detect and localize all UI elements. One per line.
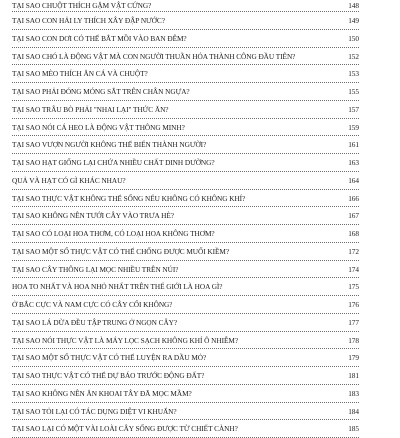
toc-entry-page-number: 184: [348, 406, 359, 416]
toc-entry-title: TẠI SAO KHÔNG NÊN ĂN KHOAI TÂY ĐÃ MỌC MẦM?: [12, 388, 192, 398]
toc-entry-page-number: 179: [348, 353, 359, 363]
toc-entry-page-number: 178: [348, 335, 359, 345]
toc-entry[interactable]: [12, 172, 359, 190]
toc-entry-page-number: 164: [348, 175, 359, 185]
toc-entry-title: TẠI SAO THỰC VẬT KHÔNG THỂ SỐNG NẾU KHÔNG CÓ KHÔNG KHÍ?: [12, 193, 246, 203]
toc-entry-page-number: 163: [348, 158, 359, 167]
toc-entry-title: TẠI SAO NÓI THỰC VẬT LÀ MÁY LỌC SẠCH KHÔNG KHÍ Ô NHIỄM?: [12, 335, 239, 345]
toc-entry-title: TẠI SAO PHẢI ĐÓNG MÓNG SẮT TRÊN CHÂN NGỰA?: [12, 87, 190, 96]
toc-entry-page-number: 157: [348, 104, 359, 114]
toc-entry[interactable]: [12, 65, 359, 83]
toc-entry-title: TẠI SAO CON DƠI CÓ THỂ BẮT MỒI VÀO BAN ĐÊM?: [12, 33, 187, 43]
toc-entry-page-number: 183: [348, 388, 359, 398]
toc-entry[interactable]: [12, 349, 359, 367]
toc-entry-title: TẠI SAO TRÂU BÒ PHẢI "NHAI LẠI" THỨC ĂN?: [12, 104, 169, 114]
toc-entry[interactable]: [12, 190, 359, 208]
toc-entry[interactable]: [12, 278, 359, 296]
toc-entry-page-number: 155: [348, 87, 359, 96]
toc-entry-title: TẠI SAO MỘT SỐ THỰC VẬT CÓ THỂ CHỐNG ĐƯỢC MUỐI KIỀM?: [12, 246, 230, 256]
toc-entry-title: TẠI SAO MÈO THÍCH ĂN CÁ VÀ CHUỘT?: [12, 69, 148, 79]
toc-entry-title: Ở BẮC CỰC VÀ NAM CỰC CÓ CÂY CỐI KHÔNG?: [12, 300, 173, 309]
toc-entry[interactable]: [12, 403, 359, 421]
toc-entry-page-number: 185: [348, 424, 359, 434]
toc-entry-title: TẠI SAO MỘT SỐ THỰC VẬT CÓ THỂ LUYỆN RA DẦU MỎ?: [12, 353, 207, 363]
toc-entry[interactable]: [12, 314, 359, 332]
toc-entry[interactable]: [12, 243, 359, 261]
toc-entry[interactable]: [12, 101, 359, 119]
toc-entry-title: TẠI SAO CHUỘT THÍCH GẶM VẬT CỨNG?: [12, 1, 152, 10]
toc-entry-title: TẠI SAO THỰC VẬT CÓ THỂ DỰ BÁO TRƯỚC ĐỘNG ĐẤT?: [12, 371, 205, 380]
toc-entry-title: TẠI SAO CÂY THÔNG LẠI MỌC NHIỀU TRÊN NÚI?: [12, 264, 179, 274]
toc-entry-title: TẠI SAO HẠT GIỐNG LẠI CHỨA NHIỀU CHẤT DINH DƯỠNG?: [12, 158, 215, 167]
toc-entry[interactable]: [12, 367, 359, 385]
toc-entry-page-number: 177: [348, 317, 359, 327]
toc-entry-page-number: 153: [348, 69, 359, 79]
toc-entry[interactable]: [12, 420, 359, 438]
toc-entry-page-number: 167: [348, 211, 359, 221]
toc-entry[interactable]: [12, 154, 359, 172]
toc-entry[interactable]: [12, 48, 359, 66]
toc-entry[interactable]: [12, 332, 359, 350]
toc-entry-title: TẠI SAO NÓI CÁ HEO LÀ ĐỘNG VẬT THÔNG MINH?: [12, 122, 185, 132]
toc-entry-page-number: 159: [348, 122, 359, 132]
toc-entry-page-number: 181: [348, 371, 359, 380]
toc-entry[interactable]: [12, 83, 359, 101]
toc-entry[interactable]: [12, 30, 359, 48]
toc-entry-page-number: 161: [348, 140, 359, 150]
toc-entry[interactable]: [12, 296, 359, 314]
toc-entry-page-number: 174: [348, 264, 359, 274]
toc-entry-title: TẠI SAO KHÔNG NÊN TƯỚI CÂY VÀO TRƯA HÈ?: [12, 211, 174, 221]
toc-entry-title: TẠI SAO LẠI CÓ MỘT VÀI LOÀI CÂY SỐNG ĐƯỢC TỪ CHIẾT CÀNH?: [12, 424, 238, 434]
toc-entry[interactable]: [12, 0, 359, 12]
toc-entry-title: TẠI SAO CHÓ LÀ ĐỘNG VẬT MÀ CON NGƯỜI THUẦN HÓA THÀNH CÔNG ĐẦU TIÊN?: [12, 51, 296, 61]
toc-entry-page-number: 148: [348, 1, 359, 10]
toc-entry-title: TẠI SAO CÓ LOẠI HOA THƠM, CÓ LOẠI HOA KHÔNG THƠM?: [12, 229, 215, 238]
toc-entry[interactable]: [12, 12, 359, 30]
toc-entry[interactable]: [12, 207, 359, 225]
toc-entry-page-number: 168: [348, 229, 359, 238]
toc-entry-title: TẠI SAO VƯỢN NGƯỜI KHÔNG THỂ BIẾN THÀNH NGƯỜI?: [12, 140, 207, 150]
toc-entry[interactable]: [12, 119, 359, 137]
toc-entry-page-number: 166: [348, 193, 359, 203]
toc-entry-page-number: 149: [348, 16, 359, 25]
toc-entry-title: TẠI SAO TỎI LẠI CÓ TÁC DỤNG DIỆT VI KHUẨN?: [12, 406, 177, 416]
toc-entry-page-number: 175: [348, 282, 359, 292]
toc-entry-page-number: 176: [348, 300, 359, 309]
toc-entry[interactable]: [12, 261, 359, 279]
table-of-contents: [12, 0, 359, 438]
toc-entry-page-number: 152: [348, 51, 359, 61]
toc-entry-title: HOA TO NHẤT VÀ HOA NHỎ NHẤT TRÊN THẾ GIỚI LÀ HOA GÌ?: [12, 282, 223, 292]
toc-entry[interactable]: [12, 136, 359, 154]
toc-entry-title: TẠI SAO LÁ DỪA ĐỀU TẬP TRUNG Ở NGỌN CÂY?: [12, 317, 178, 327]
toc-entry-title: TẠI SAO CON HẢI LY THÍCH XÂY ĐẬP NƯỚC?: [12, 16, 165, 25]
toc-entry-title: QUẢ VÀ HẠT CÓ GÌ KHÁC NHAU?: [12, 175, 126, 185]
toc-entry[interactable]: [12, 225, 359, 243]
toc-entry-page-number: 150: [348, 33, 359, 43]
toc-entry-page-number: 172: [348, 246, 359, 256]
